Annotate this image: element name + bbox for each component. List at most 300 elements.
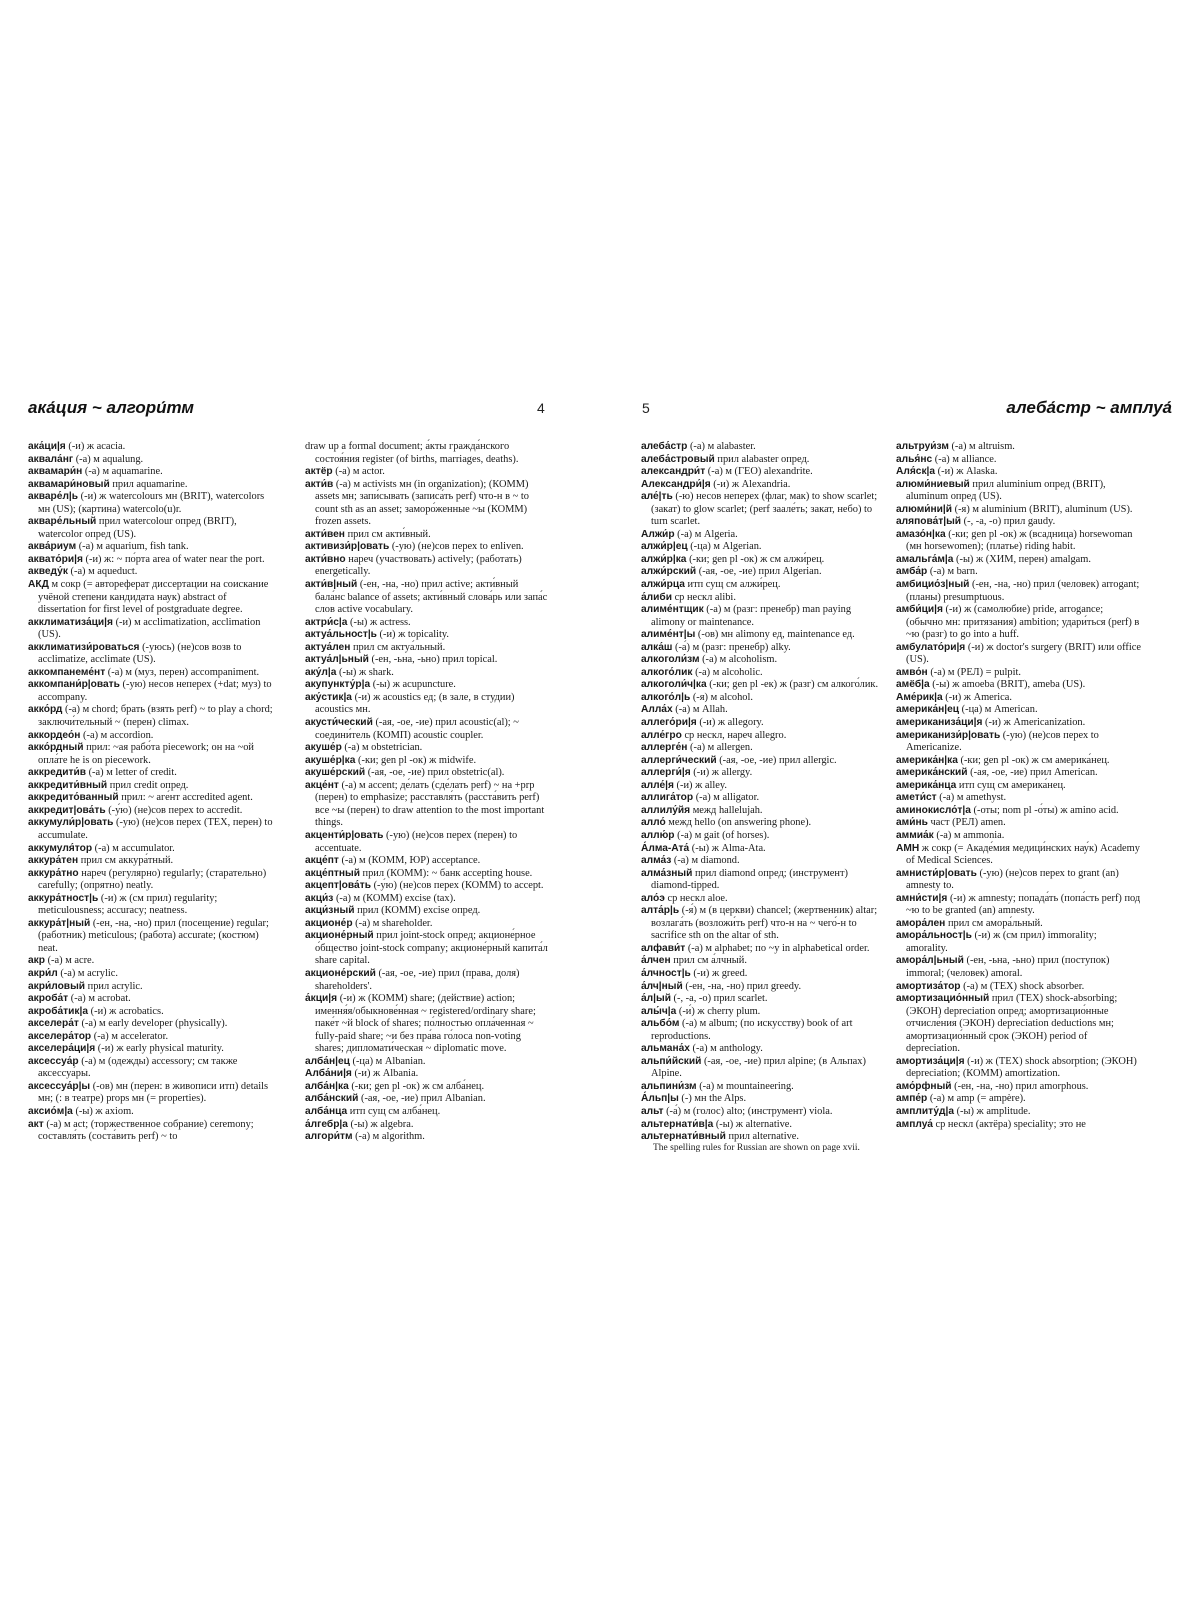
entry-headword: активизи́р|овать: [305, 541, 390, 553]
entry-headword: акваре́льный: [28, 516, 97, 528]
dictionary-entry: [896, 704, 1141, 717]
dictionary-entry: [641, 1131, 886, 1144]
entry-definition: (-ки; gen pl -ок) ж см алжи́рец.: [686, 553, 825, 565]
entry-definition: (-ен, -на, -но) прил active; акти́вный бала́нс balance of assets; акти́вный слова́рь или запа́с слов active vocabulary.: [315, 579, 548, 616]
entry-headword: акуше́р|ка: [305, 754, 356, 766]
entry-definition: (-и) ж allegory.: [696, 717, 764, 729]
dictionary-entry: [641, 604, 886, 629]
dictionary-entry: [28, 780, 273, 793]
entry-headword: аллего́ри|я: [641, 717, 697, 729]
entry-definition: (-ен, -на, -но) прил amorphous.: [951, 1080, 1089, 1092]
left-page-number: 4: [537, 400, 545, 416]
dictionary-entry: [305, 742, 550, 755]
dictionary-entry: [28, 1081, 273, 1106]
dictionary-entry: [641, 629, 886, 642]
entry-headword: а́лчен: [641, 955, 671, 967]
entry-definition: (-а) м Algeria.: [674, 528, 738, 540]
entry-definition: (-и) ж doctor's surgery (BRIT) или office (US).: [906, 641, 1141, 666]
dictionary-entry: [641, 529, 886, 542]
entry-definition: (-и) ж (самолюбие) pride, arrogance; (обычно мн: притязания) ambition; удари́ться (perf) в ~ю (разг) to go into a huff.: [906, 604, 1140, 641]
entry-definition: (-ца) м Albanian.: [349, 1055, 426, 1067]
dictionary-entry: [28, 1119, 273, 1144]
entry-definition: (-а) м alphabet; по ~у in alphabetical order.: [685, 942, 870, 954]
dictionary-entry: [641, 704, 886, 717]
dictionary-entry: [641, 566, 886, 579]
entry-definition: (-а) м amethyst.: [936, 792, 1007, 804]
entry-definition: (-а) м chord; брать (взять perf) ~ to play a chord; заключи́тельный ~ (перен) climax.: [38, 704, 273, 729]
entry-definition: (-и) ж acrobatics.: [88, 1005, 164, 1017]
entry-headword: альпи́йский: [641, 1055, 702, 1067]
entry-headword: алле́гро: [641, 729, 682, 741]
dictionary-entry: [641, 767, 886, 780]
entry-headword: алеба́стр: [641, 441, 688, 452]
entry-headword: акти́вен: [305, 528, 345, 540]
entry-definition: (-ки; gen pl -ок) ж см алба́нец.: [348, 1080, 485, 1092]
dictionary-entry: [305, 529, 550, 542]
dictionary-entry: [28, 566, 273, 579]
entry-headword: амба́р: [896, 566, 928, 578]
dictionary-entry: [28, 993, 273, 1006]
entry-headword: акри́л: [28, 967, 58, 979]
entry-definition: (-ен, -на, -но) прил greedy.: [682, 980, 802, 992]
entry-definition: (-а) м aquamarine.: [82, 466, 163, 478]
dictionary-entry: [896, 692, 1141, 705]
dictionary-entry: [28, 855, 273, 868]
entry-definition: прил см аккура́тный.: [78, 855, 174, 867]
entry-definition: (-ая, -ое, -ие) прил obstetric(al).: [365, 767, 505, 779]
dictionary-entry: [896, 893, 1141, 918]
entry-headword: актуа́лен: [305, 641, 351, 653]
dictionary-entry: [28, 1106, 273, 1119]
entry-headword: аквамари́новый: [28, 478, 110, 490]
entry-definition: (-и) ж acoustics ед; (в зале, в студии) acoustics мн.: [315, 691, 515, 716]
entry-headword: акционе́рский: [305, 967, 376, 979]
entry-definition: прил (ТЕХ) shock-absorbing; (ЭКОН) depreciation опред; амортизацио́нные отчисле́ния (ЭКОН) depreciation deductions мн; амортизацио́нный срок (ЭКОН) period of depreciation.: [906, 993, 1118, 1055]
dictionary-entry: [641, 441, 886, 454]
entry-definition: прил alabaster опред.: [714, 453, 810, 465]
entry-definition: (-ов) мн alimony ед, maintenance ед.: [695, 629, 855, 641]
dictionary-entry: [305, 880, 550, 893]
entry-definition: (-у́ю) (не)сов перех (КОММ) to accept.: [370, 880, 544, 892]
entry-definition: (-и) ж acacia.: [65, 441, 126, 452]
entry-definition: прил alternative.: [725, 1131, 799, 1143]
entry-definition: (-я) м alcohol.: [690, 691, 753, 703]
entry-headword: амнисти́р|овать: [896, 867, 977, 879]
entry-headword: а́л|ый: [641, 993, 671, 1005]
entry-headword: альтернати́вный: [641, 1131, 726, 1143]
dictionary-entry: [28, 679, 273, 704]
entry-definition: (-а) м (КОММ) excise (tax).: [333, 892, 456, 904]
entry-definition: (-и) ж topicality.: [376, 629, 450, 641]
dictionary-entry: [896, 755, 1141, 768]
dictionary-entry: [641, 943, 886, 956]
entry-headword: аккордео́н: [28, 729, 81, 741]
dictionary-entry: [896, 1056, 1141, 1081]
dictionary-entry: [305, 466, 550, 479]
dictionary-entry: [28, 1018, 273, 1031]
dictionary-entry: [896, 667, 1141, 680]
entry-headword: а́либи: [641, 591, 672, 603]
entry-definition: (-а) м mountaineering.: [696, 1080, 794, 1092]
entry-headword: актри́с|а: [305, 616, 348, 628]
entry-headword: акционе́р: [305, 917, 353, 929]
entry-headword: Аля́ск|а: [896, 466, 936, 478]
entry-headword: акце́нт: [305, 779, 339, 791]
left-column-2: [305, 441, 550, 1144]
dictionary-entry: [305, 642, 550, 655]
entry-definition: (-а) м alabaster.: [687, 441, 756, 452]
entry-headword: амортизацио́нный: [896, 993, 990, 1005]
entry-definition: (-ы) ж alternative.: [713, 1118, 793, 1130]
entry-definition: (-а) м (одежды) accessory; см также аксессуа́ры.: [38, 1055, 238, 1080]
dictionary-entry: [305, 1093, 550, 1106]
dictionary-entry: [641, 1043, 886, 1056]
entry-definition: прил: ~ аге́нт accredited agent.: [118, 792, 253, 804]
entry-definition: (-а) м accordion.: [80, 729, 154, 741]
entry-definition: (-ую) (не)сов перех (перен) to accentuate.: [315, 829, 518, 854]
entry-definition: прил aquamarine.: [109, 478, 188, 490]
dictionary-entry: [641, 817, 886, 830]
dictionary-entry: [641, 1006, 886, 1019]
dictionary-entry: [28, 642, 273, 667]
entry-headword: аквала́нг: [28, 453, 74, 465]
entry-definition: (-а) м aqueduct.: [67, 566, 138, 578]
entry-headword: акуше́рский: [305, 767, 366, 779]
entry-definition: (-ки; gen pl -ок) ж (всадница) horsewoman (мн horsewomen); (платье) riding habit.: [906, 528, 1133, 553]
dictionary-entry: [28, 1031, 273, 1044]
dictionary-entry: [896, 604, 1141, 642]
dictionary-entry: [641, 1119, 886, 1132]
dictionary-entry: [305, 968, 550, 993]
dictionary-entry: [896, 1093, 1141, 1106]
dictionary-entry: [896, 730, 1141, 755]
entry-definition: (-а) м acrobat.: [68, 993, 131, 1005]
entry-headword: акце́птный: [305, 867, 360, 879]
entry-definition: (-а) м (разг: пренебр) man paying alimony or maintenance.: [651, 604, 852, 628]
entry-headword: аквато́ри|я: [28, 553, 83, 565]
entry-definition: (-ов) мн (перен: в живописи итп) details мн; (: в театре) props мн (= properties).: [38, 1080, 269, 1105]
entry-definition: (-я́) м (в церкви) chancel; (жертвенник) altar; возлага́ть (возложи́ть perf) что-н на ~ чего́-н to sacrifice sth on the altar of sth.: [651, 905, 878, 942]
entry-headword: акко́рдный: [28, 742, 84, 754]
entry-headword: амво́н: [896, 666, 928, 678]
entry-definition: (-и) ж alley.: [673, 779, 727, 791]
dictionary-entry: [641, 1018, 886, 1043]
dictionary-entry: [896, 830, 1141, 843]
dictionary-entry: [641, 993, 886, 1006]
entry-headword: аку́стик|а: [305, 691, 352, 703]
entry-headword: а́лчност|ь: [641, 967, 691, 979]
entry-definition: (-и) ж Alexandria.: [710, 478, 791, 490]
dictionary-entry: [305, 654, 550, 667]
entry-headword: акроба́т: [28, 993, 69, 1005]
entry-definition: (-и) ж greed.: [690, 967, 748, 979]
entry-headword: Алжи́р: [641, 528, 675, 540]
dictionary-entry: [305, 993, 550, 1056]
entry-headword: акти́в: [305, 478, 334, 490]
entry-definition: (-ен, -на, -но) прил (посещение) regular; (работник) meticulous; (работа) accurate; (костюм) neat.: [38, 917, 269, 954]
entry-definition: (-а) м acre.: [45, 955, 95, 967]
entry-headword: акти́вно: [305, 553, 346, 565]
entry-headword: алма́зный: [641, 867, 693, 879]
entry-definition: (-ен, -на, -но) прил (человек) arrogant; (планы) presumptuous.: [906, 579, 1140, 603]
entry-headword: акри́ловый: [28, 980, 86, 992]
dictionary-entry: [28, 742, 273, 767]
dictionary-entry: [896, 516, 1141, 529]
dictionary-entry: [896, 868, 1141, 893]
entry-headword: ами́нь: [896, 817, 928, 829]
entry-headword: амбулато́ри|я: [896, 641, 966, 653]
entry-definition: (-у́ю) (не)сов перех to accredit.: [105, 804, 243, 816]
entry-headword: але́|ть: [641, 491, 673, 503]
entry-definition: (-а) м diamond.: [671, 855, 740, 867]
entry-headword: алкоголи́ч|ка: [641, 679, 707, 691]
entry-headword: аккредити́в: [28, 767, 86, 779]
entry-definition: (-а́) м (голос) alto; (инструмент) viola.: [663, 1105, 833, 1117]
dictionary-entry: [28, 541, 273, 554]
entry-headword: алфави́т: [641, 942, 686, 954]
dictionary-entry: [896, 817, 1141, 830]
entry-definition: част (РЕЛ) amen.: [927, 817, 1006, 829]
dictionary-entry: [896, 504, 1141, 517]
entry-definition: (-а) м early developer (physically).: [78, 1018, 228, 1030]
dictionary-entry: [28, 466, 273, 479]
entry-headword: аллерге́н: [641, 742, 688, 754]
dictionary-entry: [641, 792, 886, 805]
entry-headword: алы́ч|а: [641, 1005, 677, 1017]
entry-headword: Александри́|я: [641, 478, 711, 490]
dictionary-entry: [896, 792, 1141, 805]
entry-definition: (-ая, -ое, -ие) прил (права, доля) shareholders'.: [315, 967, 520, 992]
dictionary-entry: [896, 529, 1141, 554]
dictionary-entry: [896, 441, 1141, 454]
entry-headword: америка́нца: [896, 779, 957, 791]
dictionary-entry: [896, 579, 1141, 604]
entry-definition: нареч (регулярно) regularly; (старательно) carefully; (опрятно) neatly.: [38, 867, 267, 892]
entry-definition: (-ки; gen pl -ек) ж (разг) см алкого́лик.: [706, 679, 879, 691]
entry-headword: аку́л|а: [305, 666, 337, 678]
dictionary-entry: [896, 554, 1141, 567]
dictionary-entry: [641, 730, 886, 743]
dictionary-entry: [28, 554, 273, 567]
entry-headword: амни́сти|я: [896, 892, 948, 904]
entry-headword: амортиза́ци|я: [896, 1055, 965, 1067]
entry-headword: алеба́стровый: [641, 453, 715, 465]
entry-definition: (-а) м actor.: [332, 466, 385, 478]
entry-headword: акваре́л|ь: [28, 491, 79, 503]
dictionary-entry: [305, 1068, 550, 1081]
dictionary-entry: [28, 792, 273, 805]
entry-definition: (-ен, -ьна, -ьно) прил (поступок) immoral; (человек) amoral.: [906, 955, 1110, 979]
entry-headword: алба́нца: [305, 1105, 348, 1117]
entry-headword: аксессуа́р: [28, 1055, 79, 1067]
entry-definition: нареч (участвовать) actively; (работать) energetically.: [315, 553, 522, 578]
entry-headword: а́лгебр|а: [305, 1118, 348, 1130]
dictionary-entry: [28, 441, 273, 454]
dictionary-entry: [641, 893, 886, 906]
entry-headword: акселера́ци|я: [28, 1043, 96, 1055]
entry-headword: аллерги́ческий: [641, 754, 717, 766]
entry-headword: акусти́ческий: [305, 717, 373, 729]
entry-definition: (-ая, -ое, -ие) прил Algerian.: [696, 566, 822, 578]
entry-headword: алба́н|ка: [305, 1080, 349, 1092]
dictionary-entry: [896, 479, 1141, 504]
dictionary-entry: [641, 868, 886, 893]
entry-definition: (-) мн the Alps.: [678, 1093, 747, 1105]
dictionary-entry: [641, 654, 886, 667]
entry-definition: (-и) ж (см прил) immorality; amorality.: [906, 930, 1097, 954]
dictionary-entry: [641, 855, 886, 868]
entry-headword: аккредити́вный: [28, 779, 108, 791]
entry-definition: (-а) м activists мн (in organization); (КОММ) assets мн; запи́сывать (записа́ть perf) что-н в ~ to count sth as an asset; заморо́женные ~ы (КОММ) frozen assets.: [315, 478, 529, 528]
entry-definition: (-а) м gait (of horses).: [674, 829, 770, 841]
left-running-head: ака́ция ~ алгори́тм: [28, 398, 194, 417]
entry-headword: а́лч|ный: [641, 980, 683, 992]
entry-definition: (-а) м accelerator.: [91, 1030, 169, 1042]
entry-definition: итп сущ см америка́нец.: [956, 779, 1066, 791]
entry-headword: амети́ст: [896, 792, 937, 804]
entry-headword: алба́нский: [305, 1093, 359, 1105]
entry-definition: (-ы) ж acupuncture.: [370, 679, 456, 691]
entry-definition: межд hello (on answering phone).: [665, 817, 812, 829]
entry-headword: акценти́р|овать: [305, 829, 384, 841]
entry-headword: амо́рфный: [896, 1080, 952, 1092]
dictionary-entry: [896, 981, 1141, 994]
dictionary-entry: [896, 717, 1141, 730]
entry-definition: (-а) м alcoholism.: [699, 654, 778, 666]
dictionary-entry: [896, 918, 1141, 931]
entry-definition: (-а) м alcoholic.: [692, 666, 763, 678]
entry-headword: акклиматизи́роваться: [28, 641, 140, 653]
dictionary-entry: [28, 868, 273, 893]
entry-definition: прил (КОММ): ~ банк accepting house.: [359, 867, 533, 879]
entry-definition: (-ы) ж (ХИМ, перен) amalgam.: [953, 553, 1091, 565]
dictionary-entry: [305, 767, 550, 780]
entry-definition: прил см акти́вный.: [344, 528, 431, 540]
dictionary-entry: [896, 955, 1141, 980]
entry-headword: аква́риум: [28, 541, 77, 553]
entry-headword: амора́льност|ь: [896, 930, 972, 942]
entry-definition: (-а) м anthology.: [689, 1043, 763, 1055]
entry-headword: акселера́тор: [28, 1030, 92, 1042]
dictionary-entry: [641, 679, 886, 692]
entry-definition: (-а) м Allah.: [672, 704, 728, 716]
entry-definition: (-а) м accent; де́лать (сде́лать perf) ~ на +prp (перен) to emphasize; расставля́ть (расста́вить perf) все ~ы (перен) to draw attention to the most important things.: [315, 779, 545, 829]
dictionary-entry: [28, 1006, 273, 1019]
dictionary-entry: [896, 642, 1141, 667]
entry-headword: аккумуля́тор: [28, 842, 93, 854]
entry-headword: алле́|я: [641, 779, 674, 791]
dictionary-entry: [305, 905, 550, 918]
dictionary-entry: [641, 491, 886, 529]
entry-definition: (-а) м accumulator.: [92, 842, 175, 854]
entry-definition: ср нескл aloe.: [664, 892, 728, 904]
entry-headword: аккура́тен: [28, 855, 79, 867]
entry-headword: аккура́т|ный: [28, 917, 91, 929]
dictionary-entry: [305, 1056, 550, 1069]
entry-headword: алиме́нтщик: [641, 604, 704, 616]
entry-headword: аккредит|ова́ть: [28, 804, 106, 816]
entry-definition: (-и) ж Americanization.: [982, 717, 1086, 729]
entry-headword: альт: [641, 1105, 664, 1117]
entry-headword: алка́ш: [641, 641, 673, 653]
entry-headword: алжи́р|ка: [641, 553, 687, 565]
dictionary-entry: [896, 780, 1141, 793]
entry-definition: (-оты; nom pl -о́ты) ж amino acid.: [970, 804, 1119, 816]
entry-headword: ампе́р: [896, 1093, 928, 1105]
entry-definition: прил diamond опред; (инструмент) diamond-tipped.: [651, 867, 848, 892]
entry-headword: алюми́ниевый: [896, 478, 970, 490]
entry-headword: алжи́рский: [641, 566, 697, 578]
entry-definition: (-и) ж (см прил) regularity; meticulousness; accuracy; neatness.: [38, 892, 218, 917]
entry-headword: акко́рд: [28, 704, 63, 716]
entry-headword: алма́з: [641, 855, 672, 867]
entry-definition: (-и) ж Albania.: [351, 1068, 419, 1080]
entry-definition: (-ки; gen pl -ок) ж midwife.: [355, 754, 477, 766]
entry-headword: альпини́зм: [641, 1080, 697, 1092]
dictionary-entry: [641, 755, 886, 768]
entry-headword: акведу́к: [28, 566, 68, 578]
entry-headword: акци́з: [305, 892, 334, 904]
entry-headword: а́кци|я: [305, 993, 338, 1005]
entry-headword: алта́р|ь: [641, 905, 680, 917]
entry-definition: (-а) м aqualung.: [73, 453, 144, 465]
entry-headword: аммиа́к: [896, 829, 934, 841]
entry-definition: (-ы) ж amoeba (BRIT), ameba (US).: [929, 679, 1086, 691]
dictionary-entry: [28, 1043, 273, 1056]
dictionary-entry: [641, 454, 886, 467]
entry-headword: акклиматиза́ци|я: [28, 616, 113, 628]
entry-headword: акти́в|ный: [305, 579, 358, 591]
dictionary-entry: [641, 981, 886, 994]
entry-definition: (-ы) ж algebra.: [347, 1118, 414, 1130]
entry-definition: (-ы) ж Alma-Ata.: [689, 842, 766, 854]
entry-headword: аллю́р: [641, 829, 675, 841]
entry-headword: акуше́р: [305, 742, 342, 754]
entry-definition: (-ы) ж actress.: [347, 616, 411, 628]
entry-headword: А́льп|ы: [641, 1093, 679, 1105]
entry-headword: аксессуа́р|ы: [28, 1080, 91, 1092]
entry-headword: аллига́тор: [641, 792, 694, 804]
entry-definition: (-ая, -ое, -ие) прил Albanian.: [358, 1093, 486, 1105]
entry-definition: (-и) ж America.: [942, 691, 1012, 703]
entry-headword: алба́н|ец: [305, 1055, 350, 1067]
entry-headword: акционе́рный: [305, 930, 374, 942]
right-column-2: [896, 441, 1141, 1131]
entry-headword: ало́э: [641, 892, 665, 904]
dictionary-entry: [305, 1119, 550, 1132]
dictionary-entry: [305, 554, 550, 579]
entry-definition: ср нескл, нареч allegro.: [681, 729, 787, 741]
dictionary-entry: [641, 780, 886, 793]
entry-headword: амплуа́: [896, 1118, 933, 1130]
entry-definition: (-а) м letter of credit.: [86, 767, 177, 779]
dictionary-entry: [641, 692, 886, 705]
entry-headword: акци́зный: [305, 905, 355, 917]
dictionary-entry: [305, 679, 550, 692]
entry-definition: (-и) ж amnesty; попада́ть (попа́сть perf) под ~ю to be granted (an) amnesty.: [906, 892, 1141, 917]
entry-headword: аккомпанеме́нт: [28, 666, 106, 678]
dictionary-entry: [305, 780, 550, 830]
dictionary-entry: [305, 717, 550, 742]
dictionary-entry: [896, 454, 1141, 467]
entry-definition: (-ую) (не)сов перех to enliven.: [389, 541, 524, 553]
entry-headword: алжи́р|ец: [641, 541, 688, 553]
entry-definition: (-а) м algorithm.: [352, 1131, 425, 1143]
entry-headword: актуа́л|ьный: [305, 654, 369, 666]
entry-headword: акр: [28, 955, 45, 967]
dictionary-entry: [28, 805, 273, 818]
entry-definition: (-а) м alligator.: [693, 792, 760, 804]
